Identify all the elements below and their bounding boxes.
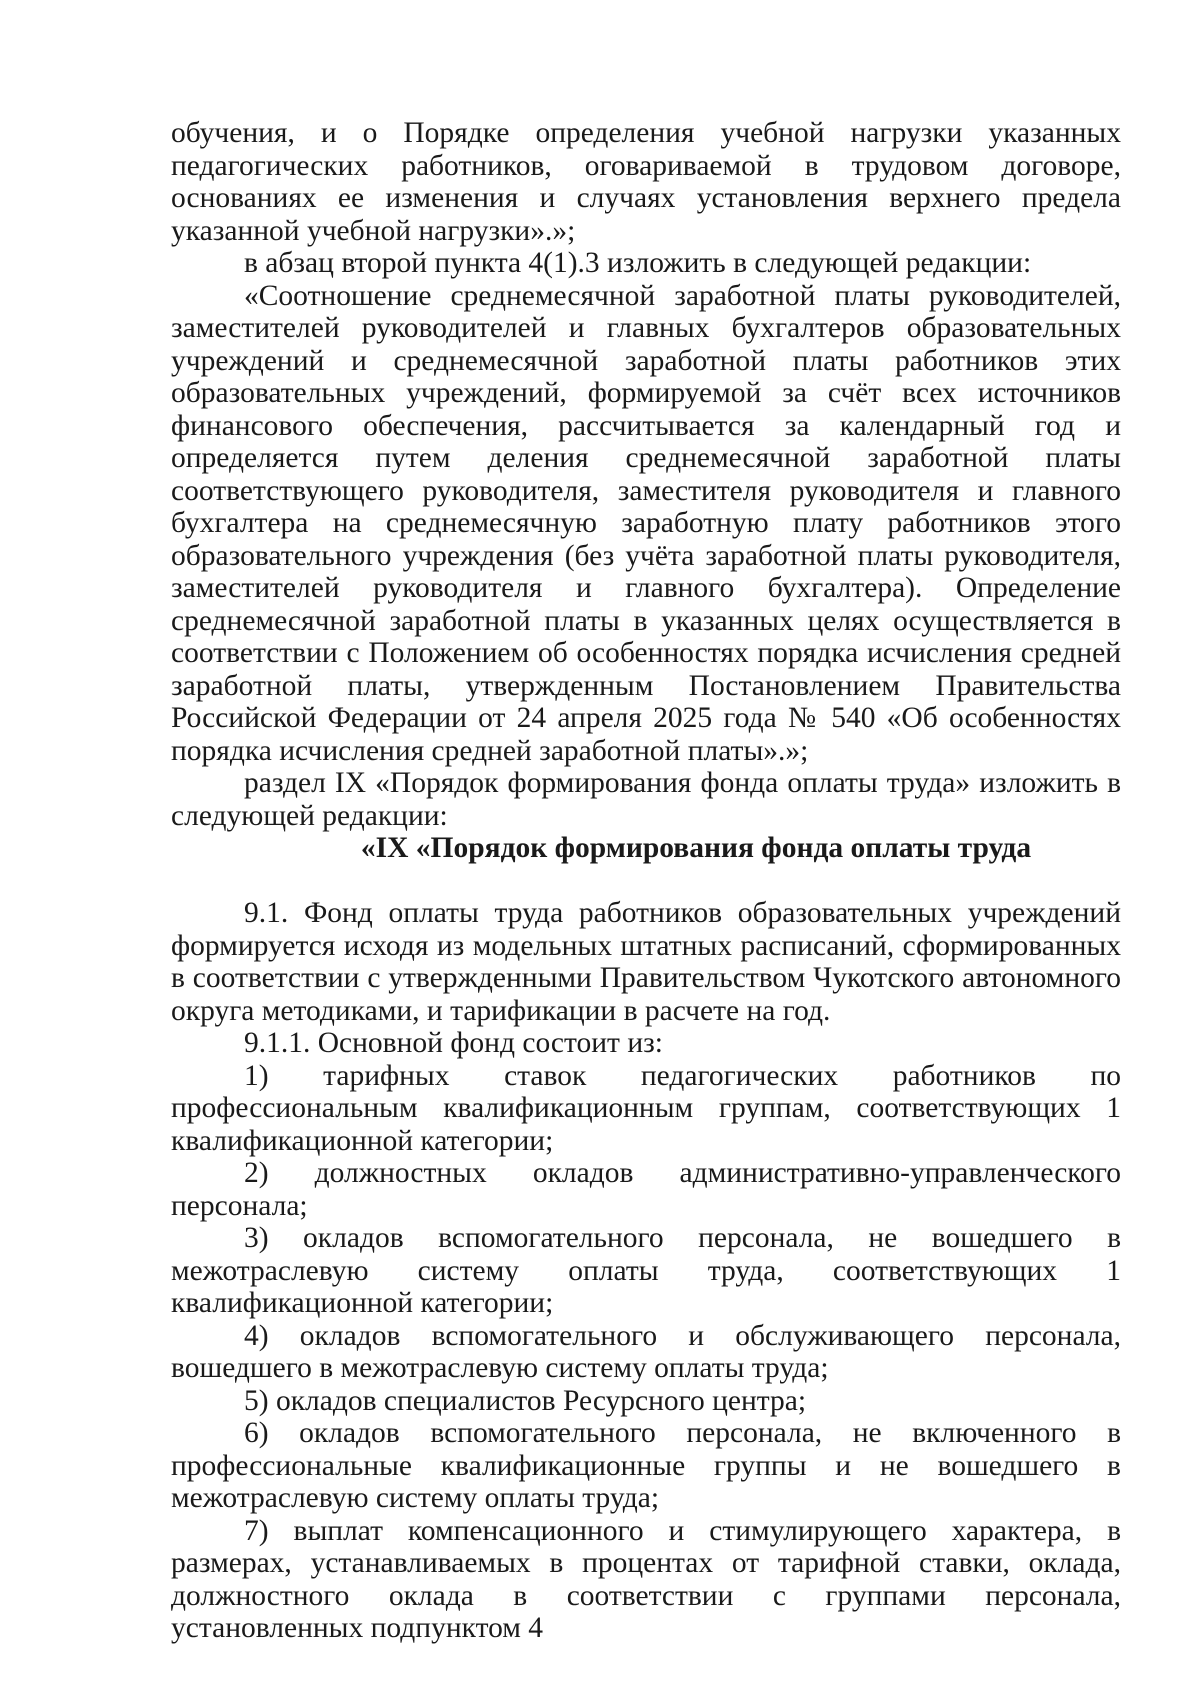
paragraph-amendment-4-1-3: в абзац второй пункта 4(1).3 изложить в следующей редакции: (244, 247, 1032, 279)
paragraph-continuation: обучения, и о Порядке определения учебной нагрузки указанных педагогических работников, оговариваемой в трудовом договоре, основаниях ее изменения и случаях установления верхнего предела указанной учебной нагрузки».»; (171, 117, 1121, 247)
paragraph-section-ix-intro: раздел IX «Порядок формирования фонда оплаты труда» изложить в следующей редакции: (171, 767, 1121, 832)
list-item-2: 2) должностных окладов административно-управленческого персонала; (171, 1157, 1121, 1222)
section-heading: «IX «Порядок формирования фонда оплаты труда (360, 832, 1032, 864)
document-body (171, 117, 1121, 1645)
list-item-5: 5) окладов специалистов Ресурсного центра; (244, 1384, 807, 1417)
list-item-6: 6) окладов вспомогательного персонала, не включенного в профессиональные квалификационные группы и не вошедшего в межотраслевую систему оплаты труда; (171, 1417, 1121, 1514)
list-item-7: 7) выплат компенсационного и стимулирующего характера, в размерах, устанавливаемых в процентах от тарифной ставки, оклада, должностного оклада в соответствии с группами персонала, установленных подпунктом 4 (171, 1514, 1121, 1644)
list-item-3: 3) окладов вспомогательного персонала, не вошедшего в межотраслевую систему оплаты труда, соответствующих 1 квалификационной категории; (171, 1222, 1121, 1319)
list-item-1: 1) тарифных ставок педагогических работников по профессиональным квалификационным группам, соответствующих 1 квалификационной категории; (171, 1059, 1121, 1157)
list-item-4: 4) окладов вспомогательного и обслуживающего персонала, вошедшего в межотраслевую систему оплаты труда; (171, 1319, 1121, 1384)
paragraph-9-1: 9.1. Фонд оплаты труда работников образовательных учреждений формируется исходя из модельных штатных расписаний, сформированных в соответствии с утвержденными Правительством Чукотского автономного округа методиками, и тарификации в расчете на год. (171, 897, 1121, 1027)
paragraph-salary-ratio: «Соотношение среднемесячной заработной платы руководителей, заместителей руководителей и главных бухгалтеров образовательных учреждений и среднемесячной заработной платы работников этих образовательных учреждений, формируемой за счёт всех источников финансового обеспечения, рассчитывается за календарный год и определяется путем деления среднемесячной заработной платы соответствующего руководителя, заместителя руководителя и главного бухгалтера на среднемесячную заработную плату работников этого образовательного учреждения (без учёта заработной платы руководителя, заместителей руководителя и главного бухгалтера). Определение среднемесячной заработной платы в указанных целях осуществляется в соответствии с Положением об особенностях порядка исчисления средней заработной платы, утвержденным Постановлением Правительства Российской Федерации от 24 апреля 2025 года № 540 «Об особенностях порядка исчисления средней заработной платы».»; (171, 279, 1121, 767)
paragraph-9-1-1: 9.1.1. Основной фонд состоит из: (244, 1027, 663, 1059)
